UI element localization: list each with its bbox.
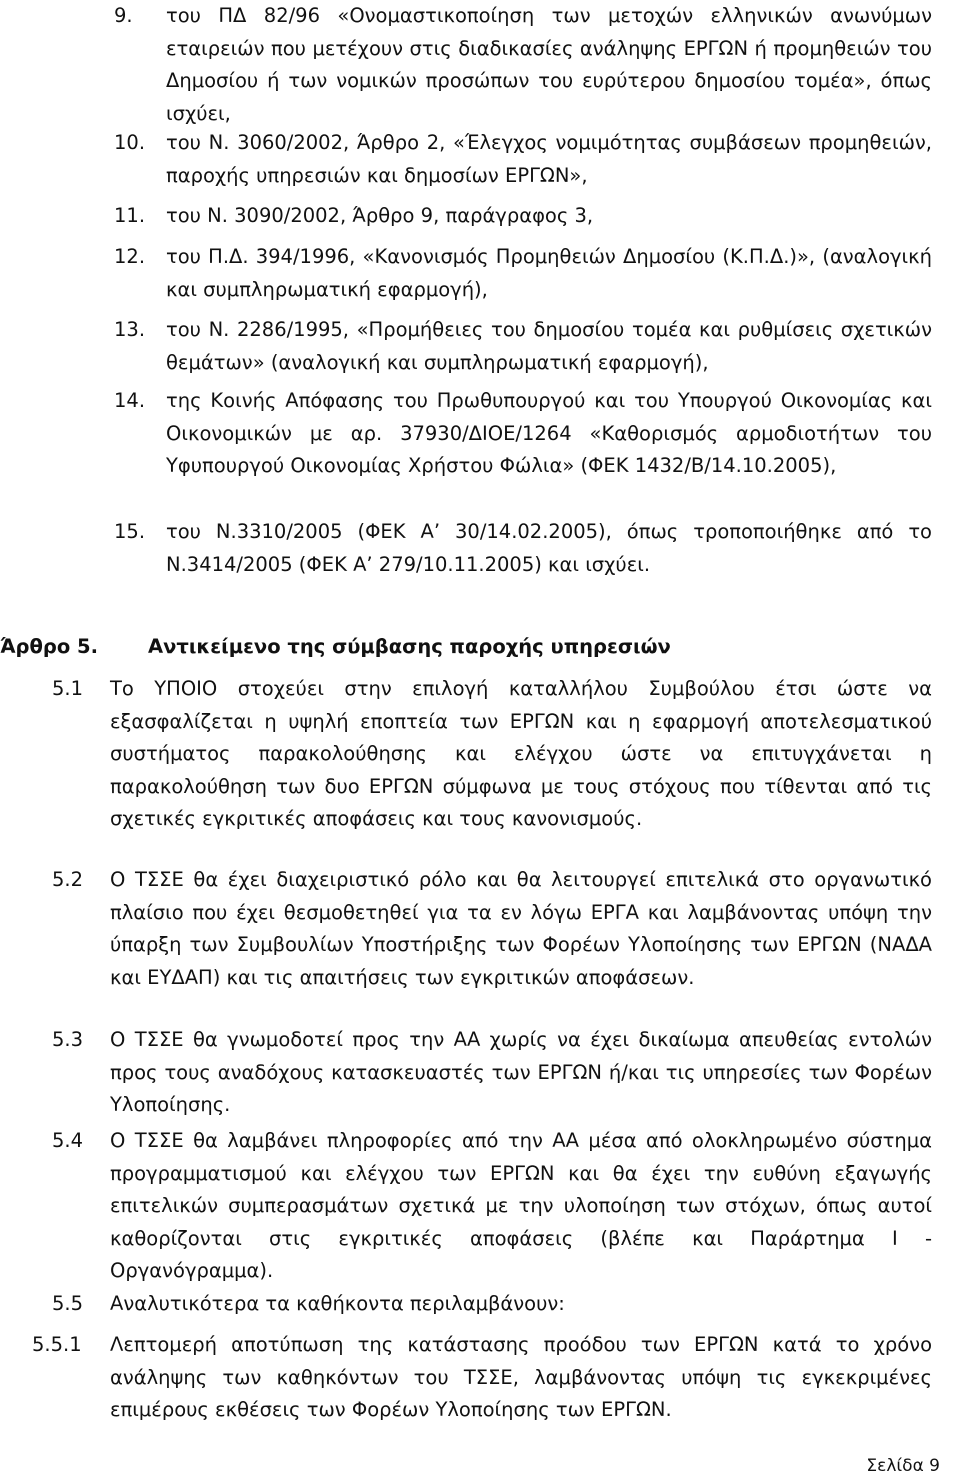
list-item-number: 10. [114,131,146,154]
paragraph-number: 5.5 [52,1292,84,1315]
paragraph-text: Αναλυτικότερα τα καθήκοντα περιλαμβάνουν: [110,1292,565,1315]
paragraph-text: Ο ΤΣΣΕ θα γνωμοδοτεί προς την ΑΑ χωρίς να έχει δικαίωμα απευθείας εντολών προς τους αναδόχους κατασκευαστές των ΕΡΓΩΝ ή/και τις υπηρεσίες των Φορέων Υλοποίησης. [110,1028,932,1116]
article-label: Άρθρο 5. [0,635,99,658]
paragraph-number: 5.2 [52,868,84,891]
paragraph-number: 5.1 [52,677,84,700]
page-number: Σελίδα 9 [866,1456,940,1476]
paragraph-number: 5.5.1 [32,1333,82,1356]
list-item-text: του ΠΔ 82/96 «Ονομαστικοποίηση των μετοχών ελληνικών ανωνύμων εταιρειών που μετέχουν στις διαδικασίες ανάληψης ΕΡΓΩΝ ή προμηθειών του Δημοσίου ή των νομικών προσώπων του ευρύτερου δημοσίου τομέα», όπως ισχύει, [166,4,932,125]
list-item-number: 12. [114,245,146,268]
list-item-text: του Ν. 2286/1995, «Προμήθειες του δημοσίου τομέα και ρυθμίσεις σχετικών θεμάτων» (αναλογική και συμπληρωματική εφαρμογή), [166,318,932,374]
list-item-number: 11. [114,204,146,227]
paragraph-text: Το ΥΠΟΙΟ στοχεύει στην επιλογή καταλλήλου Συμβούλου έτσι ώστε να εξασφαλίζεται η υψηλή εποπτεία των ΕΡΓΩΝ και η εφαρμογή αποτελεσματικού συστήματος παρακολούθησης και ελέγχου ώστε να επιτυγχάνεται η παρακολούθηση των δυο ΕΡΓΩΝ σύμφωνα με τους στόχους που τίθενται από τις σχετικές εγκριτικές αποφάσεις και τους κανονισμούς. [110,677,932,830]
list-item-text: του Ν.3310/2005 (ΦΕΚ Α’ 30/14.02.2005), όπως τροποποιήθηκε από το Ν.3414/2005 (ΦΕΚ Α’ 279/10.11.2005) και ισχύει. [166,520,932,576]
paragraph-text: Ο ΤΣΣΕ θα λαμβάνει πληροφορίες από την ΑΑ μέσα από ολοκληρωμένο σύστημα προγραμματισμού και ελέγχου των ΕΡΓΩΝ και θα έχει την ευθύνη εξαγωγής επιτελικών συμπερασμάτων σχετικά με την υλοποίηση των στόχων, όπως αυτοί καθορίζονται στις εγκριτικές αποφάσεις (βλέπε και Παράρτημα Ι - Οργανόγραμμα). [110,1129,932,1282]
paragraph-number: 5.4 [52,1129,84,1152]
list-item-text: της Κοινής Απόφασης του Πρωθυπουργού και του Υπουργού Οικονομίας και Οικονομικών με αρ. 37930/ΔΙΟΕ/1264 «Καθορισμός αρμοδιοτήτων του Υφυπουργού Οικονομίας Χρήστου Φώλια» (ΦΕΚ 1432/Β/14.10.2005), [166,389,932,477]
list-item-number: 14. [114,389,146,412]
list-item-number: 13. [114,318,146,341]
paragraph-text: Λεπτομερή αποτύπωση της κατάστασης προόδου των ΕΡΓΩΝ κατά το χρόνο ανάληψης των καθηκόντων του ΤΣΣΕ, λαμβάνοντας υπόψη τις εγκεκριμένες επιμέρους εκθέσεις των Φορέων Υλοποίησης των ΕΡΓΩΝ. [110,1333,932,1421]
list-item-number: 15. [114,520,146,543]
list-item-number: 9. [114,4,133,27]
paragraph-number: 5.3 [52,1028,84,1051]
list-item-text: του Π.Δ. 394/1996, «Κανονισμός Προμηθειών Δημοσίου (Κ.Π.Δ.)», (αναλογική και συμπληρωματική εφαρμογή), [166,245,932,301]
article-title: Αντικείμενο της σύμβασης παροχής υπηρεσιών [148,635,671,658]
paragraph-text: Ο ΤΣΣΕ θα έχει διαχειριστικό ρόλο και θα λειτουργεί επιτελικά στο οργανωτικό πλαίσιο που έχει θεσμοθετηθεί για τα εν λόγω ΕΡΓΑ και λαμβάνοντας υπόψη την ύπαρξη των Συμβουλίων Υποστήριξης των Φορέων Υλοποίησης των ΕΡΓΩΝ (ΝΑΔΑ και ΕΥΔΑΠ) και τις απαιτήσεις των εγκριτικών αποφάσεων. [110,868,932,989]
list-item-text: του Ν. 3060/2002, Άρθρο 2, «Έλεγχος νομιμότητας συμβάσεων προμηθειών, παροχής υπηρεσιών και δημοσίων ΕΡΓΩΝ», [166,131,932,187]
list-item-text: του Ν. 3090/2002, Άρθρο 9, παράγραφος 3, [166,204,594,227]
